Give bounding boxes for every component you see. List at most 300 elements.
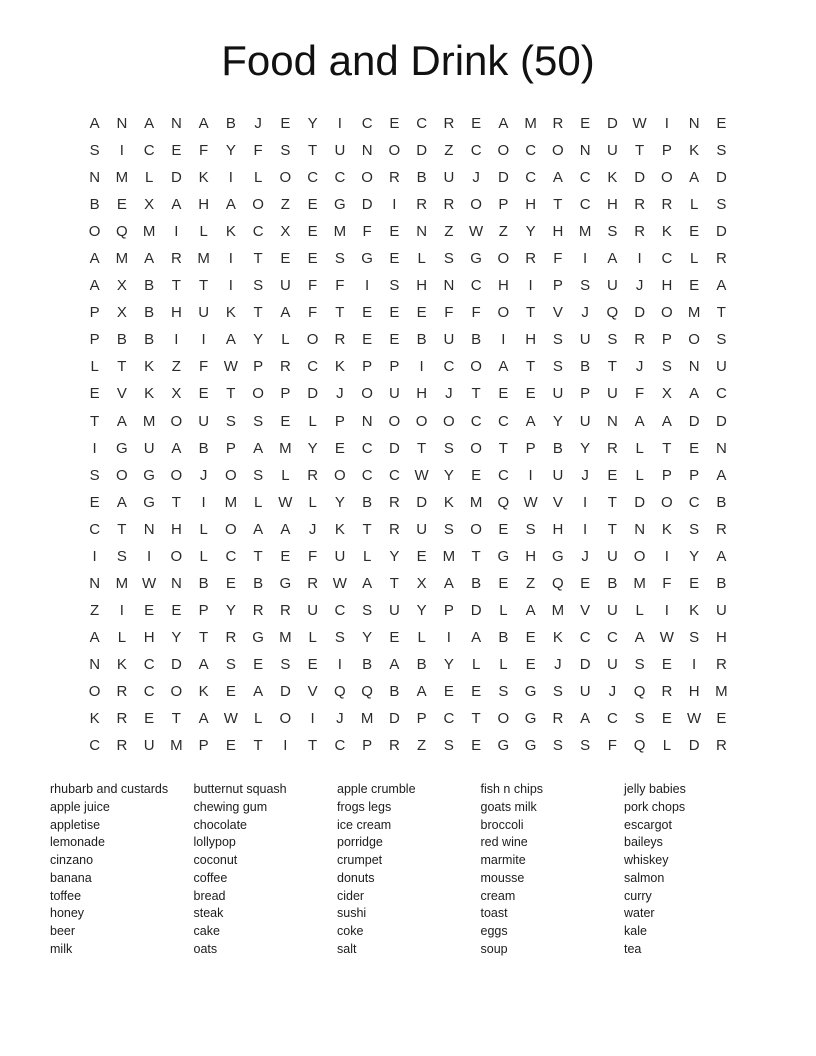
- grid-letter-cell: N: [89, 655, 101, 673]
- word-item: broccoli: [480, 817, 524, 832]
- grid-letter-cell: G: [143, 493, 155, 511]
- grid-letter-cell: O: [415, 412, 428, 430]
- grid-letter-cell: U: [552, 385, 564, 403]
- grid-letter-cell: O: [633, 547, 646, 565]
- grid-letter-cell: N: [416, 223, 428, 241]
- grid-letter-cell: S: [552, 737, 563, 755]
- grid-letter-cell: R: [388, 493, 400, 511]
- grid-letter-cell: R: [634, 223, 646, 241]
- grid-letter-cell: P: [552, 277, 563, 295]
- grid-letter-cell: U: [443, 169, 455, 187]
- grid-letter-cell: C: [307, 358, 319, 376]
- grid-letter-cell: P: [443, 601, 454, 619]
- grid-letter-cell: G: [524, 737, 537, 755]
- grid-letter-cell: L: [362, 547, 372, 565]
- wordsearch-grid: [81, 110, 735, 759]
- grid-letter-cell: R: [225, 628, 237, 646]
- grid-letter-cell: S: [225, 655, 236, 673]
- grid-letter-cell: A: [280, 304, 291, 322]
- grid-letter-cell: D: [579, 655, 591, 673]
- grid-letter-cell: L: [90, 358, 99, 376]
- word-item: fish n chips: [480, 782, 544, 797]
- grid-letter-cell: E: [416, 304, 427, 322]
- grid-letter-cell: T: [716, 304, 726, 322]
- grid-letter-cell: X: [116, 277, 127, 295]
- grid-letter-cell: R: [552, 115, 564, 133]
- grid-letter-cell: P: [89, 331, 100, 349]
- grid-letter-cell: H: [416, 277, 428, 295]
- grid-letter-cell: G: [334, 196, 346, 214]
- grid-letter-cell: M: [115, 169, 129, 187]
- grid-letter-cell: L: [635, 466, 644, 484]
- grid-letter-cell: A: [416, 683, 427, 700]
- grid-letter-cell: Q: [633, 737, 646, 755]
- grid-letter-cell: Y: [307, 439, 318, 457]
- grid-letter-cell: O: [470, 439, 482, 457]
- grid-letter-cell: H: [525, 196, 537, 214]
- word-item: sushi: [337, 906, 367, 921]
- word-item: porridge: [337, 835, 383, 850]
- grid-letter-cell: O: [88, 223, 101, 241]
- grid-letter-cell: J: [635, 277, 644, 295]
- grid-letter-cell: I: [147, 547, 152, 565]
- grid-letter-cell: E: [389, 304, 400, 322]
- grid-letter-cell: A: [525, 412, 536, 430]
- grid-letter-cell: I: [337, 655, 342, 673]
- grid-letter-cell: E: [307, 223, 318, 241]
- grid-letter-cell: D: [361, 196, 373, 214]
- grid-letter-cell: Z: [417, 737, 427, 755]
- grid-letter-cell: R: [552, 710, 564, 728]
- grid-letter-cell: M: [224, 493, 238, 511]
- grid-letter-cell: E: [144, 710, 155, 728]
- grid-letter-cell: E: [607, 466, 618, 484]
- grid-letter-cell: A: [198, 115, 209, 133]
- grid-letter-cell: X: [416, 574, 427, 592]
- grid-letter-cell: S: [89, 466, 100, 484]
- grid-letter-cell: P: [198, 737, 209, 755]
- grid-letter-cell: E: [280, 547, 291, 565]
- grid-letter-cell: W: [223, 358, 238, 376]
- grid-letter-cell: C: [143, 142, 155, 160]
- grid-letter-cell: E: [280, 250, 291, 268]
- grid-letter-cell: B: [498, 628, 509, 646]
- grid-letter-cell: S: [334, 628, 345, 646]
- grid-letter-cell: C: [606, 628, 618, 646]
- grid-letter-cell: Z: [444, 142, 454, 160]
- word-item: cinzano: [50, 853, 94, 868]
- grid-letter-cell: T: [471, 385, 481, 403]
- grid-letter-cell: C: [715, 385, 727, 403]
- grid-letter-cell: X: [171, 385, 182, 403]
- grid-letter-cell: C: [143, 683, 155, 700]
- grid-letter-cell: O: [470, 196, 482, 214]
- grid-letter-cell: F: [553, 250, 563, 268]
- grid-letter-cell: K: [225, 304, 236, 322]
- grid-letter-cell: I: [583, 493, 588, 511]
- grid-letter-cell: A: [144, 250, 155, 268]
- grid-letter-cell: K: [89, 710, 100, 728]
- grid-letter-cell: H: [143, 628, 155, 646]
- grid-letter-cell: T: [389, 574, 399, 592]
- word-item: coconut: [193, 853, 238, 868]
- grid-letter-cell: I: [664, 115, 669, 133]
- grid-letter-cell: A: [607, 250, 618, 268]
- grid-letter-cell: M: [279, 439, 292, 457]
- grid-letter-cell: E: [389, 115, 400, 133]
- grid-letter-cell: B: [198, 574, 209, 592]
- grid-letter-cell: B: [116, 331, 127, 349]
- grid-letter-cell: N: [688, 358, 700, 376]
- grid-letter-cell: Y: [443, 655, 454, 673]
- grid-letter-cell: S: [280, 142, 291, 160]
- grid-letter-cell: A: [498, 115, 509, 133]
- grid-letter-cell: H: [715, 628, 727, 646]
- grid-letter-cell: F: [253, 142, 263, 160]
- grid-letter-cell: R: [443, 196, 455, 214]
- word-item: cider: [337, 888, 365, 903]
- grid-letter-cell: U: [606, 277, 618, 295]
- word-item: lollypop: [193, 835, 236, 850]
- grid-letter-cell: I: [92, 439, 97, 457]
- grid-letter-cell: H: [170, 520, 182, 538]
- grid-letter-cell: E: [471, 683, 482, 700]
- grid-letter-cell: B: [89, 196, 100, 214]
- grid-letter-cell: K: [144, 385, 155, 403]
- grid-letter-cell: M: [551, 601, 565, 619]
- grid-letter-cell: P: [253, 358, 264, 376]
- grid-letter-cell: Z: [171, 358, 181, 376]
- grid-letter-cell: G: [524, 710, 537, 728]
- grid-letter-cell: U: [334, 142, 346, 160]
- grid-letter-cell: M: [115, 574, 129, 592]
- grid-letter-cell: E: [471, 115, 482, 133]
- grid-letter-cell: S: [689, 520, 700, 538]
- grid-letter-cell: O: [225, 520, 237, 538]
- grid-letter-cell: H: [661, 277, 673, 295]
- grid-letter-cell: B: [471, 574, 482, 592]
- grid-letter-cell: O: [497, 142, 510, 160]
- grid-letter-cell: P: [198, 601, 209, 619]
- grid-letter-cell: X: [661, 385, 672, 403]
- word-item: tea: [624, 941, 642, 956]
- grid-letter-cell: E: [689, 277, 700, 295]
- grid-letter-cell: D: [416, 142, 428, 160]
- grid-letter-cell: E: [525, 628, 536, 646]
- grid-letter-cell: O: [88, 683, 101, 700]
- grid-letter-cell: C: [525, 142, 537, 160]
- grid-letter-cell: L: [662, 737, 672, 755]
- grid-letter-cell: O: [361, 385, 373, 403]
- grid-letter-cell: T: [526, 358, 536, 376]
- grid-letter-cell: I: [174, 223, 179, 241]
- grid-letter-cell: F: [308, 304, 318, 322]
- grid-letter-cell: A: [634, 412, 645, 430]
- grid-letter-cell: O: [552, 142, 564, 160]
- grid-letter-cell: E: [661, 710, 672, 728]
- grid-letter-cell: C: [525, 169, 537, 187]
- grid-letter-cell: T: [171, 710, 181, 728]
- grid-letter-cell: T: [607, 358, 617, 376]
- grid-letter-cell: V: [116, 385, 127, 403]
- grid-letter-cell: G: [470, 250, 482, 268]
- grid-letter-cell: A: [389, 655, 400, 673]
- word-item: mousse: [480, 870, 525, 885]
- grid-letter-cell: C: [606, 710, 618, 728]
- grid-letter-cell: H: [198, 196, 210, 214]
- grid-letter-cell: A: [116, 412, 127, 430]
- grid-letter-cell: E: [498, 385, 509, 403]
- grid-letter-cell: M: [442, 547, 456, 565]
- grid-letter-cell: M: [170, 737, 183, 755]
- grid-letter-cell: I: [692, 655, 697, 673]
- grid-letter-cell: O: [470, 520, 482, 538]
- grid-letter-cell: B: [144, 304, 155, 322]
- grid-letter-cell: O: [279, 169, 292, 187]
- grid-letter-cell: G: [252, 628, 264, 646]
- grid-letter-cell: A: [89, 115, 100, 133]
- word-item: ice cream: [337, 817, 392, 832]
- grid-letter-cell: I: [528, 277, 533, 295]
- grid-letter-cell: K: [607, 169, 618, 187]
- grid-letter-cell: S: [661, 358, 672, 376]
- word-item: escargot: [624, 817, 672, 832]
- grid-letter-cell: C: [470, 277, 482, 295]
- grid-letter-cell: A: [362, 574, 373, 592]
- grid-letter-cell: I: [664, 547, 669, 565]
- grid-letter-cell: I: [392, 196, 397, 214]
- grid-letter-cell: N: [361, 142, 373, 160]
- grid-letter-cell: T: [526, 304, 536, 322]
- word-item: milk: [50, 941, 73, 956]
- grid-letter-cell: G: [279, 574, 292, 592]
- grid-letter-cell: H: [497, 277, 509, 295]
- grid-letter-cell: P: [280, 385, 291, 403]
- grid-letter-cell: B: [362, 493, 373, 511]
- grid-letter-cell: D: [715, 223, 727, 241]
- grid-letter-cell: U: [579, 331, 591, 349]
- grid-letter-cell: K: [198, 169, 209, 187]
- grid-letter-cell: B: [580, 358, 591, 376]
- grid-letter-cell: F: [607, 737, 617, 755]
- word-item: oats: [193, 941, 218, 956]
- grid-letter-cell: A: [253, 520, 264, 538]
- grid-letter-cell: W: [332, 574, 347, 592]
- grid-letter-cell: A: [661, 412, 672, 430]
- grid-letter-cell: Q: [116, 223, 128, 241]
- grid-letter-cell: N: [579, 142, 591, 160]
- grid-letter-cell: T: [635, 142, 645, 160]
- grid-letter-cell: T: [308, 737, 318, 755]
- grid-letter-cell: F: [471, 304, 481, 322]
- grid-letter-cell: E: [389, 250, 400, 268]
- grid-letter-cell: S: [334, 250, 345, 268]
- grid-letter-cell: C: [388, 466, 400, 484]
- word-item: apple crumble: [337, 782, 416, 797]
- grid-letter-cell: Z: [280, 196, 290, 214]
- word-item: steak: [193, 906, 224, 921]
- grid-letter-cell: R: [661, 683, 673, 700]
- grid-letter-cell: A: [716, 547, 727, 565]
- grid-letter-cell: I: [119, 142, 124, 160]
- grid-letter-cell: M: [360, 710, 374, 728]
- grid-letter-cell: C: [661, 250, 673, 268]
- grid-letter-cell: S: [253, 466, 264, 484]
- word-item: jelly babies: [624, 782, 686, 797]
- grid-letter-cell: U: [388, 601, 400, 619]
- grid-letter-cell: E: [661, 655, 672, 673]
- grid-letter-cell: K: [661, 223, 672, 241]
- grid-letter-cell: O: [252, 196, 264, 214]
- grid-letter-cell: E: [171, 601, 182, 619]
- grid-letter-cell: P: [661, 466, 672, 484]
- grid-letter-cell: I: [310, 710, 315, 728]
- grid-letter-cell: C: [416, 115, 428, 133]
- grid-letter-cell: R: [252, 601, 264, 619]
- grid-letter-cell: I: [201, 331, 206, 349]
- grid-letter-cell: Z: [498, 223, 508, 241]
- grid-letter-cell: D: [634, 169, 646, 187]
- grid-letter-cell: E: [580, 115, 591, 133]
- word-item: salmon: [624, 870, 665, 885]
- grid-letter-cell: A: [689, 385, 700, 403]
- grid-letter-cell: N: [688, 115, 700, 133]
- grid-letter-cell: E: [144, 601, 155, 619]
- word-item: soup: [480, 941, 508, 956]
- grid-letter-cell: S: [389, 277, 400, 295]
- grid-letter-cell: U: [443, 331, 455, 349]
- grid-letter-cell: C: [89, 520, 101, 538]
- grid-letter-cell: C: [579, 169, 591, 187]
- grid-letter-cell: L: [253, 169, 263, 187]
- grid-letter-cell: D: [388, 439, 400, 457]
- grid-letter-cell: W: [632, 115, 647, 133]
- grid-letter-cell: R: [661, 196, 673, 214]
- grid-letter-cell: P: [661, 142, 672, 160]
- grid-letter-cell: Q: [552, 574, 564, 592]
- grid-letter-cell: E: [280, 412, 291, 430]
- grid-letter-cell: I: [446, 628, 451, 646]
- grid-letter-cell: Z: [444, 223, 454, 241]
- grid-letter-cell: C: [579, 196, 591, 214]
- grid-letter-cell: U: [279, 277, 291, 295]
- grid-letter-cell: A: [171, 196, 182, 214]
- grid-letter-cell: O: [497, 250, 510, 268]
- grid-letter-cell: O: [661, 493, 673, 511]
- grid-letter-cell: B: [416, 331, 427, 349]
- word-item: marmite: [480, 853, 526, 868]
- grid-letter-cell: T: [117, 358, 127, 376]
- grid-letter-cell: N: [89, 574, 101, 592]
- grid-letter-cell: V: [552, 493, 563, 511]
- grid-letter-cell: B: [225, 115, 236, 133]
- grid-letter-cell: T: [662, 439, 672, 457]
- grid-letter-cell: V: [552, 304, 563, 322]
- grid-letter-cell: E: [416, 547, 427, 565]
- grid-letter-cell: D: [307, 385, 319, 403]
- grid-letter-cell: L: [253, 493, 263, 511]
- grid-letter-cell: B: [716, 574, 727, 592]
- grid-letter-cell: L: [417, 628, 426, 646]
- grid-letter-cell: N: [606, 412, 618, 430]
- grid-letter-cell: T: [226, 385, 236, 403]
- grid-letter-cell: B: [716, 493, 727, 511]
- grid-letter-cell: S: [498, 683, 509, 700]
- grid-letter-cell: Z: [90, 601, 100, 619]
- grid-letter-cell: L: [281, 331, 290, 349]
- grid-letter-cell: D: [497, 169, 509, 187]
- grid-letter-cell: U: [334, 547, 346, 565]
- grid-letter-cell: O: [225, 466, 237, 484]
- word-list-column: [50, 781, 194, 959]
- grid-letter-cell: C: [470, 412, 482, 430]
- grid-letter-cell: K: [334, 520, 345, 538]
- grid-letter-cell: J: [336, 710, 344, 728]
- grid-letter-cell: K: [334, 358, 345, 376]
- word-item: apple juice: [50, 799, 110, 814]
- grid-letter-cell: Y: [416, 601, 427, 619]
- grid-letter-cell: H: [525, 331, 537, 349]
- grid-letter-cell: X: [116, 304, 127, 322]
- grid-letter-cell: L: [308, 628, 317, 646]
- grid-letter-cell: E: [716, 115, 727, 133]
- grid-letter-cell: U: [579, 683, 591, 700]
- grid-letter-cell: E: [362, 331, 373, 349]
- grid-letter-cell: F: [199, 358, 209, 376]
- grid-letter-cell: E: [225, 737, 236, 755]
- grid-letter-cell: T: [171, 277, 181, 295]
- grid-letter-cell: P: [689, 466, 700, 484]
- grid-letter-cell: A: [89, 277, 100, 295]
- grid-letter-cell: A: [689, 169, 700, 187]
- grid-letter-cell: L: [499, 655, 508, 673]
- grid-letter-cell: A: [198, 655, 209, 673]
- grid-letter-cell: L: [308, 412, 317, 430]
- grid-letter-cell: I: [228, 169, 233, 187]
- grid-letter-cell: Q: [606, 304, 619, 322]
- grid-letter-cell: K: [689, 601, 700, 619]
- grid-letter-cell: D: [634, 493, 646, 511]
- grid-letter-cell: E: [471, 737, 482, 755]
- grid-letter-cell: Y: [253, 331, 264, 349]
- word-item: salt: [337, 941, 357, 956]
- grid-letter-cell: Y: [362, 628, 373, 646]
- grid-letter-cell: S: [443, 439, 454, 457]
- grid-letter-cell: T: [253, 737, 263, 755]
- grid-letter-cell: F: [308, 547, 318, 565]
- grid-letter-cell: R: [606, 439, 618, 457]
- grid-letter-cell: C: [470, 142, 482, 160]
- grid-letter-cell: A: [580, 710, 591, 728]
- grid-letter-cell: B: [198, 439, 209, 457]
- grid-letter-cell: O: [388, 142, 401, 160]
- grid-letter-cell: D: [416, 493, 428, 511]
- grid-letter-cell: U: [143, 737, 155, 755]
- grid-letter-cell: A: [144, 115, 155, 133]
- grid-letter-cell: I: [664, 601, 669, 619]
- grid-letter-cell: T: [553, 196, 563, 214]
- grid-letter-cell: O: [443, 412, 455, 430]
- grid-letter-cell: M: [142, 223, 156, 241]
- word-item: whiskey: [624, 853, 669, 868]
- word-item: baileys: [624, 835, 663, 850]
- grid-letter-cell: A: [253, 439, 264, 457]
- grid-letter-cell: P: [225, 439, 236, 457]
- grid-letter-cell: E: [225, 574, 236, 592]
- grid-letter-cell: J: [554, 655, 562, 673]
- grid-letter-cell: T: [607, 520, 617, 538]
- grid-letter-cell: L: [499, 601, 508, 619]
